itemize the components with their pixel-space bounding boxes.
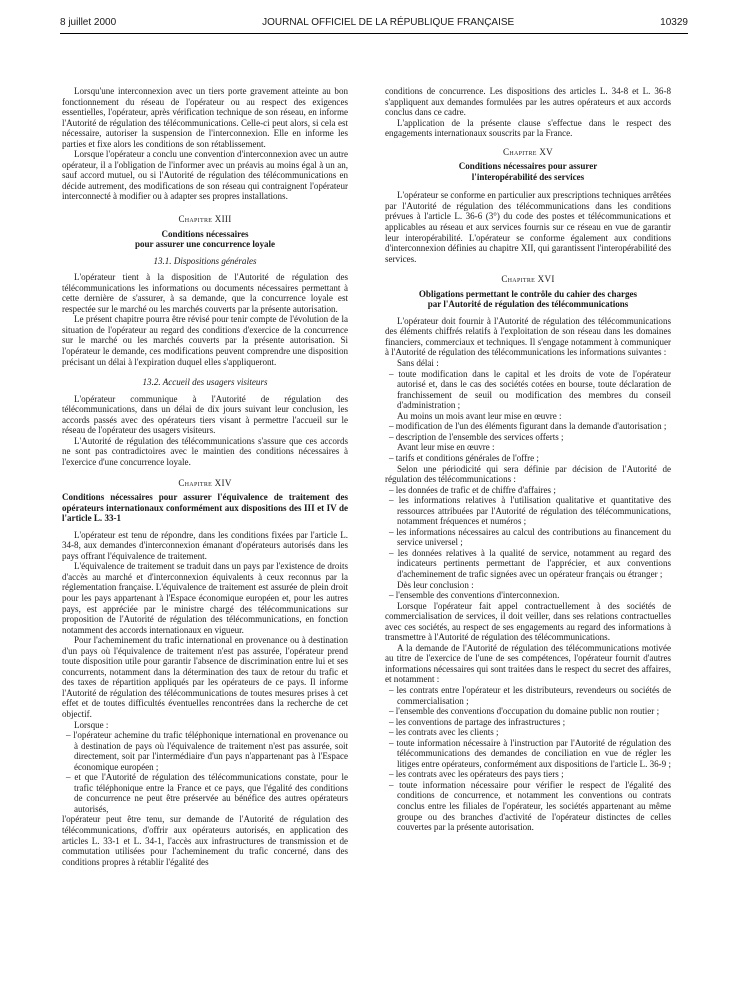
- list-item: – l'ensemble des conventions d'occupation du domaine public non routier ;: [385, 706, 671, 717]
- list-item: – les conventions de partage des infrastructures ;: [385, 717, 671, 728]
- list-item: – toute modification dans le capital et les droits de vote de l'opérateur autorisé et, dans le cas des sociétés cotées en bourse, toute déclaration de franchissement de seuil ou modification des membres du conseil d'administration ;: [385, 369, 671, 411]
- paragraph: Le présent chapitre pourra être révisé pour tenir compte de l'évolution de la situation de l'opérateur au regard des conditions d'exercice de la concurrence sur le marché ou les marchés couverts par la présente autorisation. Si l'opérateur le demande, ces modifications peuvent comprendre une disposition précisant un délai à l'expiration duquel elles s'appliqueront.: [62, 314, 348, 367]
- paragraph: Pour l'acheminement du trafic international en provenance ou à destination d'un pays où l'équivalence de traitement n'est pas assurée, l'opérateur prend toute disposition utile pour garantir l'absence de discrimination entre lui et ses concurrents, notamment dans la détermination des taux de retour du trafic et des taxes de répartition appliqués par les opérateurs de ce pays. Il informe l'Autorité de régulation des télécommunications de toutes mesures prises à cet effet et de toutes difficultés éventuelles rencontrées dans la recherche de cet objectif.: [62, 635, 348, 719]
- list-item: – les informations relatives à l'utilisation qualitative et quantitative des ressources attribuées par l'Autorité de régulation des télécommunications, notamment fréquences et numéros ;: [385, 495, 671, 527]
- paragraph: Lorsque l'opérateur fait appel contractuellement à des sociétés de commercialisation de services, il doit veiller, dans ses relations contractuelles avec ces sociétés, au respect de ses engagements au regard des informations à transmettre à l'Autorité de régulation des télécommunications.: [385, 600, 671, 643]
- paragraph: L'opérateur tient à la disposition de l'Autorité de régulation des télécommunications les informations ou documents nécessaires permettant à cette dernière de s'assurer, à sa demande, que la concurrence loyale est respectée sur le marché ou les marchés couverts par la présente autorisation.: [62, 272, 348, 314]
- paragraph: Au moins un mois avant leur mise en œuvre :: [397, 410, 562, 421]
- paragraph: L'opérateur doit fournir à l'Autorité de régulation des télécommunications des éléments chiffrés relatifs à l'exploitation de son réseau dans les domaines financiers, commerciaux et techniques. Il s'engage notamment à communiquer à l'Autorité de régulation des télécommunications les informations suivantes :: [385, 315, 671, 358]
- list-item: – tarifs et conditions générales de l'offre ;: [385, 453, 671, 464]
- section-heading: 13.1. Dispositions générales: [153, 255, 257, 266]
- list-item: – modification de l'un des éléments figurant dans la demande d'autorisation ;: [385, 421, 671, 432]
- paragraph: L'application de la présente clause s'effectue dans le respect des engagements internationaux souscrits par la France.: [385, 117, 671, 139]
- paragraph: A la demande de l'Autorité de régulation des télécommunications motivée au titre de l'exercice de l'une de ses compétences, l'opérateur fournit d'autres informations nécessaires qui sont traitées dans le respect du secret des affaires, et notamment :: [385, 642, 671, 685]
- paragraph: Lorsque l'opérateur a conclu une convention d'interconnexion avec un autre opérateur, il a l'obligation de l'informer avec un préavis au moins égal à un an, sauf accord mutuel, ou si l'Autorité de régulation des télécommunications en décide autrement, des modifications de son réseau qui contraignent l'opérateur interconnecté à modifier ou à adapter ses propres installations.: [62, 149, 348, 202]
- chapter-label: Chapitre XV: [503, 146, 553, 157]
- list-item: – les informations nécessaires au calcul des contributions au financement du service universel ;: [385, 527, 671, 548]
- paragraph: Lorsqu'une interconnexion avec un tiers porte gravement atteinte au bon fonctionnement du réseau de l'opérateur ou au respect des exigences essentielles, l'opérateur, après vérification technique de son réseau, en informe l'Autorité de régulation des télécommunications. Celle-ci peut alors, si cela est nécessaire, autoriser la suspension de l'interconnexion. Elle en informe les parties et fixe alors les conditions de son rétablissement.: [62, 86, 348, 149]
- chapter-title: Conditions nécessaires pour assurer l'équivalence de traitement des opérateurs internationaux conformément aux dispositions des III et IV de l'article L. 33-1: [62, 492, 348, 524]
- page-header: [60, 14, 688, 30]
- paragraph: L'opérateur est tenu de répondre, dans les conditions fixées par l'article L. 34-8, aux demandes d'interconnexion émanant d'opérateurs autorisés dans les pays offrant l'équivalence de traitement.: [62, 529, 348, 561]
- paragraph: Selon une périodicité qui sera définie par décision de l'Autorité de régulation des télécommunications :: [385, 463, 671, 485]
- header-journal-title: JOURNAL OFFICIEL DE LA RÉPUBLIQUE FRANÇAISE: [262, 16, 515, 28]
- paragraph: L'équivalence de traitement se traduit dans un pays par l'existence de droits d'accès au marché et d'interconnexion équivalents à ceux reconnus par la réglementation française. L'équivalence de traitement est assurée de plein droit pour les pays appartenant à l'Espace économique européen et, pour les autres pays, est appréciée par le ministre chargé des télécommunications sur proposition de l'Autorité de régulation des télécommunications, en fonction notamment des accords internationaux en vigueur.: [62, 561, 348, 635]
- chapter-title: Conditions nécessaires: [161, 228, 249, 239]
- list-item: – les données relatives à la qualité de service, notamment au regard des indicateurs pertinents permettant de l'apprécier, et aux conventions d'acheminement de trafic signées avec un opérateur français ou étranger ;: [385, 548, 671, 580]
- right-column: [385, 86, 671, 833]
- list-item: – l'ensemble des conventions d'interconnexion.: [385, 590, 671, 601]
- list-item: – et que l'Autorité de régulation des télécommunications constate, pour le trafic téléphonique entre la France et ce pays, que l'égalité des conditions de concurrence ne peut être préservée au bénéfice des autres opérateurs autorisés,: [62, 772, 348, 814]
- chapter-title: pour assurer une concurrence loyale: [134, 239, 276, 250]
- paragraph: L'opérateur se conforme en particulier aux prescriptions techniques arrêtées par l'Autorité de régulation des télécommunications dans les conditions prévues à l'article L. 36-6 (3°) du code des postes et télécommunications et applicables au réseau et aux services fournis sur ce réseau en vue de garantir leur interopérabilité. L'opérateur se conforme également aux conditions d'interconnexion définies au chapitre XII, qui garantissent l'interopérabilité des services.: [385, 190, 671, 264]
- chapter-title: par l'Autorité de régulation des télécommunications: [427, 299, 629, 310]
- section-heading: 13.2. Accueil des usagers visiteurs: [142, 377, 268, 388]
- paragraph: L'opérateur communique à l'Autorité de régulation des télécommunications, dans un délai de dix jours suivant leur conclusion, les accords passés avec des opérateurs tiers visant à permettre l'accueil sur le réseau de l'opérateur des usagers visiteurs.: [62, 393, 348, 436]
- header-page-number: 10329: [660, 16, 688, 28]
- list-item: – les contrats entre l'opérateur et les distributeurs, revendeurs ou sociétés de commercialisation ;: [385, 685, 671, 706]
- chapter-label: Chapitre XIV: [178, 477, 232, 488]
- paragraph: Sans délai :: [397, 358, 439, 369]
- paragraph: Dès leur conclusion :: [397, 579, 474, 590]
- left-column: [62, 86, 348, 867]
- paragraph: L'Autorité de régulation des télécommunications s'assure que ces accords ne sont pas contradictoires avec le maintien des conditions nécessaires à l'exercice d'une concurrence loyale.: [62, 435, 348, 467]
- chapter-title: Obligations permettant le contrôle du cahier des charges: [418, 288, 638, 299]
- chapter-label: Chapitre XIII: [178, 214, 232, 225]
- list-item: – toute information nécessaire à l'instruction par l'Autorité de régulation des télécommunications des demandes de conciliation en vue de régler les litiges entre opérateurs, conformément aux dispositions de l'article L. 36-9 ;: [385, 738, 671, 770]
- paragraph: Lorsque :: [74, 719, 109, 730]
- list-item: – toute information nécessaire pour vérifier le respect de l'égalité des conditions de concurrence, et notamment les conventions ou contrats conclus entre les filiales de l'opérateur, les sociétés appartenant au même groupe ou des branches d'activité de l'opérateur distinctes de celles couvertes par la présente autorisation.: [385, 780, 671, 833]
- chapter-label: Chapitre XVI: [501, 274, 555, 285]
- list-item: – l'opérateur achemine du trafic téléphonique international en provenance ou à destination de pays où l'équivalence de traitement n'est pas assurée, soit directement, soit par l'intermédiaire d'un pays n'appartenant pas à l'Espace économique européen ;: [62, 730, 348, 772]
- list-item: – les contrats avec les clients ;: [385, 727, 671, 738]
- list-item: – description de l'ensemble des services offerts ;: [385, 432, 671, 443]
- header-rule: [60, 33, 688, 34]
- list-item: – les contrats avec les opérateurs des pays tiers ;: [385, 769, 671, 780]
- paragraph: l'opérateur peut être tenu, sur demande de l'Autorité de régulation des télécommunications, d'offrir aux opérateurs autorisés, en application des articles L. 33-1 et L. 34-1, l'accès aux infrastructures de transmission et de commutation utilisées pour l'acheminement du trafic concerné, dans des conditions propres à rétablir l'égalité des: [62, 814, 348, 867]
- chapter-title: l'interopérabilité des services: [471, 171, 585, 182]
- header-date: 8 juillet 2000: [60, 16, 117, 28]
- paragraph: conditions de concurrence. Les dispositions des articles L. 34-8 et L. 36-8 s'appliquent aux demandes formulées par les autres opérateurs et aux accords conclus dans ce cadre.: [385, 86, 671, 118]
- chapter-title: Conditions nécessaires pour assurer: [458, 161, 598, 172]
- list-item: – les données de trafic et de chiffre d'affaires ;: [385, 485, 671, 496]
- paragraph: Avant leur mise en œuvre :: [397, 442, 495, 453]
